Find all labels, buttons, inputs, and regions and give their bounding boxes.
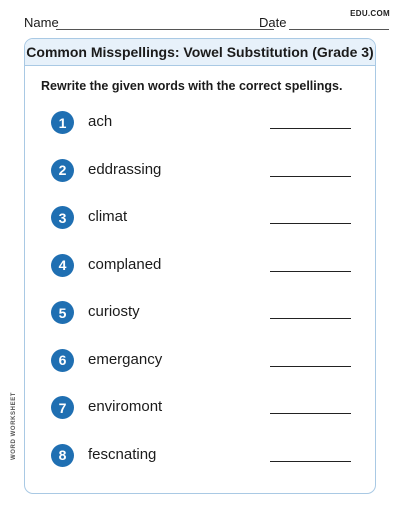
item-number-badge: 5 <box>51 301 74 324</box>
brand-logo: EDU.COM <box>350 9 390 18</box>
answer-line[interactable] <box>270 176 351 177</box>
item-number-badge: 8 <box>51 444 74 467</box>
answer-line[interactable] <box>270 271 351 272</box>
word-item <box>25 159 375 185</box>
answer-line[interactable] <box>270 461 351 462</box>
worksheet-header <box>25 39 375 66</box>
word-item <box>25 111 375 137</box>
date-label: Date <box>259 15 287 30</box>
item-number-badge: 7 <box>51 396 74 419</box>
answer-line[interactable] <box>270 128 351 129</box>
word-item <box>25 444 375 470</box>
misspelled-word: emergancy <box>88 350 163 368</box>
word-item <box>25 206 375 232</box>
worksheet-title: Common Misspellings: Vowel Substitution (Grade 3) <box>26 44 374 60</box>
name-field[interactable] <box>56 29 274 30</box>
answer-line[interactable] <box>270 318 351 319</box>
misspelled-word: enviromont <box>88 398 163 415</box>
misspelled-word: eddrassing <box>88 160 162 178</box>
misspelled-word: complaned <box>88 255 162 273</box>
word-item <box>25 301 375 327</box>
instruction-text: Rewrite the given words with the correct spellings. <box>41 79 343 93</box>
item-number-badge: 4 <box>51 254 74 277</box>
answer-line[interactable] <box>270 413 351 414</box>
answer-line[interactable] <box>270 366 351 367</box>
worksheet-card <box>24 38 376 494</box>
word-item <box>25 396 375 422</box>
date-field[interactable] <box>289 29 389 30</box>
misspelled-word: ach <box>88 113 113 130</box>
answer-line[interactable] <box>270 223 351 224</box>
misspelled-word: climat <box>88 208 128 225</box>
side-label: WORD WORKSHEET <box>11 391 17 460</box>
misspelled-word: curiosty <box>88 303 140 320</box>
item-number-badge: 2 <box>51 159 74 182</box>
misspelled-word: fescnating <box>88 445 157 463</box>
word-item <box>25 254 375 280</box>
word-item <box>25 349 375 375</box>
name-label: Name <box>24 15 59 30</box>
item-number-badge: 6 <box>51 349 74 372</box>
item-number-badge: 3 <box>51 206 74 229</box>
item-number-badge: 1 <box>51 111 74 134</box>
student-info-row <box>24 16 376 32</box>
